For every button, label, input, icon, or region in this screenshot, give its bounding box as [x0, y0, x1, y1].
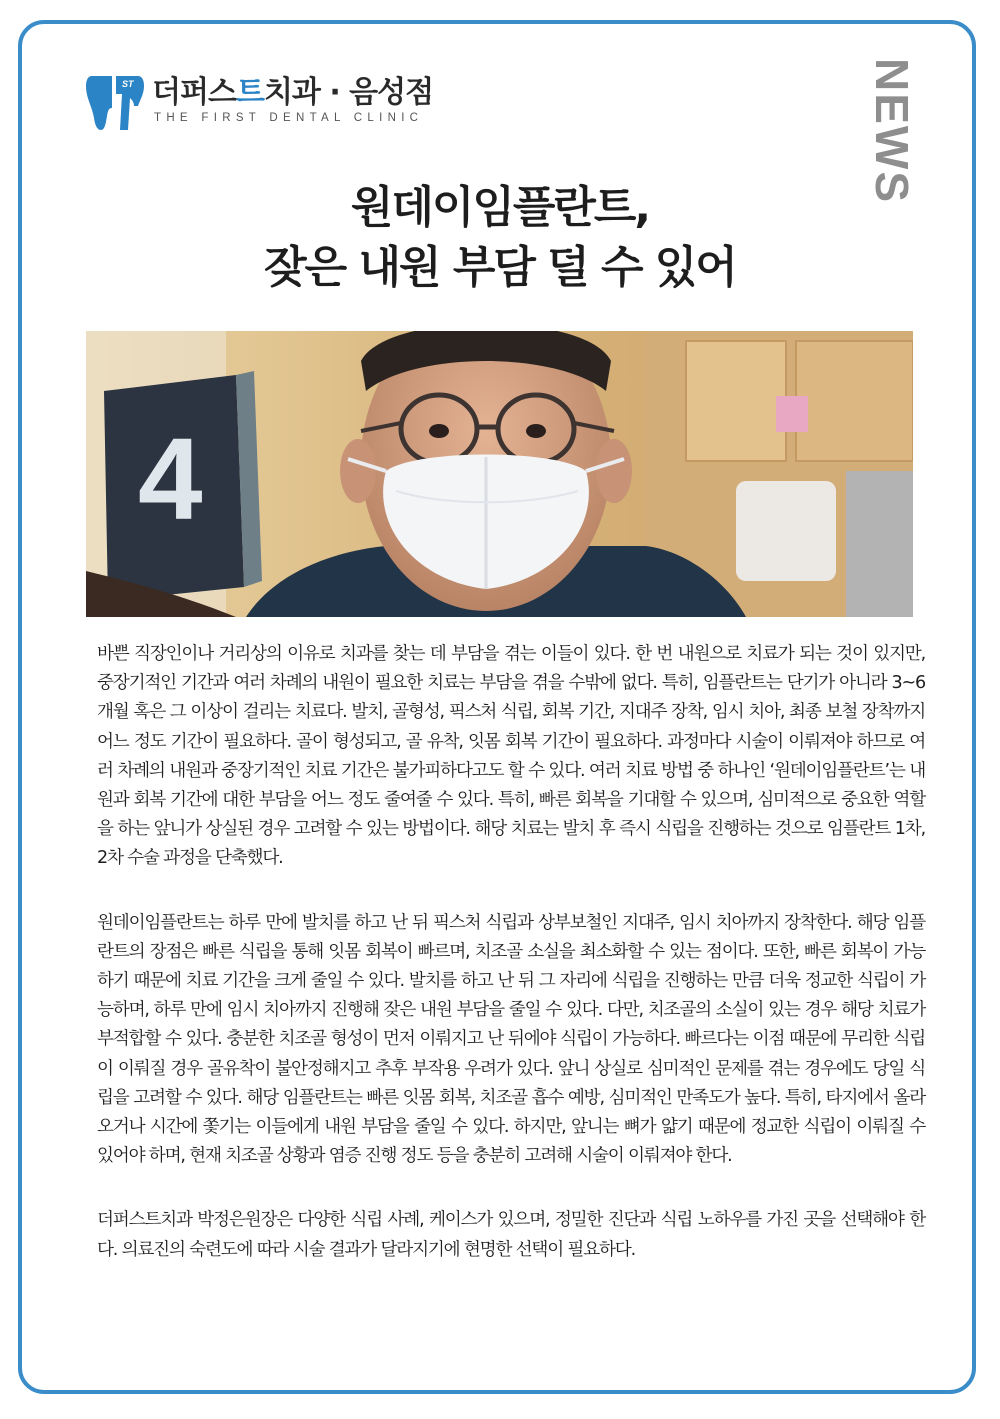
- news-label: NEWS: [866, 58, 918, 204]
- title-line-1: 원데이임플란트,: [350, 182, 650, 233]
- title-line-2: 잦은 내원 부담 덜 수 있어: [264, 242, 736, 293]
- paragraph-2: 원데이임플란트는 하루 만에 발치를 하고 난 뒤 픽스처 식립과 상부보철인 지대주, 임시 치아까지 장착한다. 해당 임플란트의 장점은 빠른 식립을 통해 잇몸 회복이 빠르며, 치조골 소실을 최소화할 수 있는 점이다. 또한, 빠른 회복이 가능하기 때문에 치료 기간을 크게 줄일 수 있다. 발치를 하고 난 뒤 그 자리에 식립을 진행하는 만큼 더욱 정교한 식립이 가능하며, 하루 만에 임시 치아까지 진행해 잦은 내원 부담을 줄일 수 있다. 다만, 치조골의 소실이 있는 경우 해당 치료가 부적합할 수 있다. 충분한 치조골 형성이 먼저 이뤄지고 난 뒤에야 식립이 가능하다. 빠르다는 이점 때문에 무리한 식립이 이뤄질 경우 골유착이 불안정해지고 추후 부작용 우려가 있다. 앞니 상실로 심미적인 문제를 겪는 경우에도 당일 식립을 고려할 수 있다. 해당 임플란트는 빠른 잇몸 회복, 치조골 흡수 예방, 심미적인 만족도가 높다. 특히, 타지에서 올라오거나 시간에 쫓기는 이들에게 내원 부담을 줄일 수 있다. 하지만, 앞니는 뼈가 얇기 때문에 정교한 식립이 이뤄질 수 있어야 하며, 현재 치조골 상황과 염증 진행 정도 등을 충분히 고려해 시술이 이뤄져야 한다.: [97, 912, 925, 1167]
- paragraph-3: 더퍼스트치과 박정은원장은 다양한 식립 사례, 케이스가 있으며, 정밀한 진단과 식립 노하우를 가진 곳을 선택해야 한다. 의료진의 숙련도에 따라 시술 결과가 달라지기에 현명한 선택이 필요하다.: [97, 1210, 925, 1260]
- article-title: [0, 178, 1000, 298]
- doctor-photo: [86, 331, 913, 617]
- photo-illustration: [86, 331, 913, 617]
- paragraph-1: 바쁜 직장인이나 거리상의 이유로 치과를 찾는 데 부담을 겪는 이들이 있다. 한 번 내원으로 치료가 되는 것이 있지만, 중장기적인 기간과 여러 차례의 내원이 필요한 치료는 부담을 겪을 수밖에 없다. 특히, 임플란트는 단기가 아니라 3~6개월 혹은 그 이상이 걸리는 치료다. 발치, 골형성, 픽스처 식립, 회복 기간, 지대주 장착, 임시 치아, 최종 보철 장착까지 어느 정도 기간이 필요하다. 골이 형성되고, 골 유착, 잇몸 회복 기간이 필요하다. 과정마다 시술이 이뤄져야 하므로 여러 차례의 내원과 중장기적인 치료 기간은 불가피하다고도 할 수 있다. 여러 치료 방법 중 하나인 ‘원데이임플란트’는 내원과 회복 기간에 대한 부담을 어느 정도 줄여줄 수 있다. 특히, 빠른 회복을 기대할 수 있으며, 심미적으로 중요한 역할을 하는 앞니가 상실된 경우 고려할 수 있는 방법이다. 해당 치료는 발치 후 즉시 식립을 진행하는 것으로 임플란트 1차, 2차 수술 과정을 단축했다.: [97, 644, 925, 869]
- clinic-subtitle: THE FIRST DENTAL CLINIC: [154, 112, 424, 124]
- svg-text:ST: ST: [122, 79, 134, 89]
- clinic-name: 더퍼스트치과 · 음성점: [152, 75, 434, 110]
- sign-number: 4: [138, 414, 203, 544]
- tooth-logo-icon: [86, 72, 144, 132]
- article-body: [97, 640, 925, 1300]
